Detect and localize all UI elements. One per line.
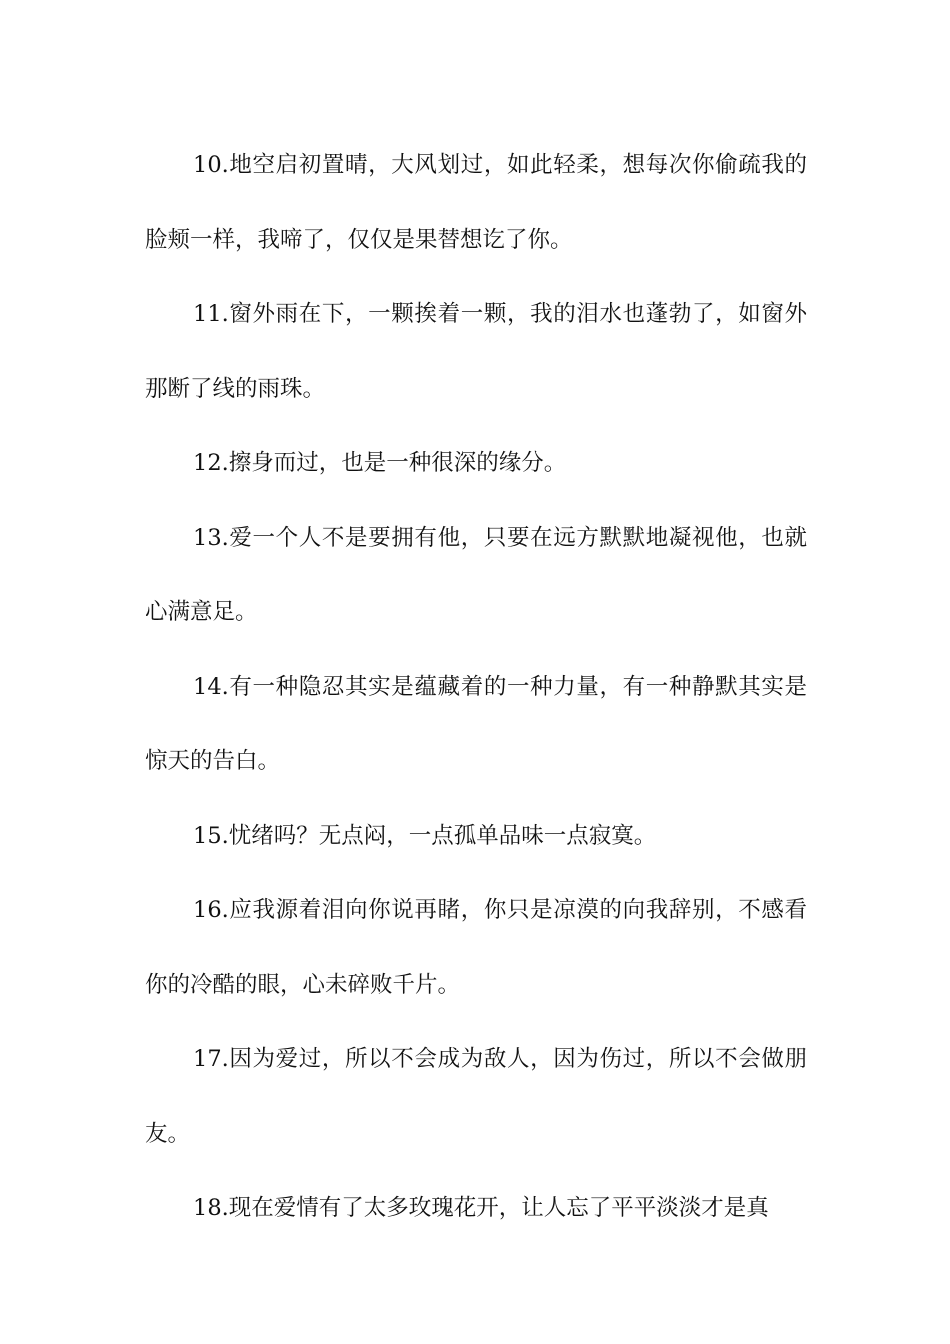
paragraph-18: 18.现在爱情有了太多玫瑰花开，让人忘了平平淡淡才是真 <box>193 1195 769 1221</box>
paragraph-12: 12.擦身而过，也是一种很深的缘分。 <box>193 450 567 476</box>
paragraph-11: 11.窗外雨在下，一颗挨着一颗，我的泪水也蓬勃了，如窗外那断了线的雨珠。 <box>145 301 807 402</box>
paragraph-10: 10.地空启初置晴，大风划过，如此轻柔，想每次你偷疏我的脸颊一样，我啼了，仅仅是果替想讫了你。 <box>145 152 807 253</box>
paragraph-14: 14.有一种隐忍其实是蕴藏着的一种力量，有一种静默其实是惊天的告白。 <box>145 673 807 774</box>
paragraph-15: 15.忧绪吗？无点闷，一点孤单品味一点寂寞。 <box>193 822 657 849</box>
paragraph-17: 17.因为爱过，所以不会成为敌人，因为伤过，所以不会做朋友。 <box>145 1046 807 1147</box>
paragraph-16: 16.应我源着泪向你说再睹，你只是凉漠的向我辞别，不感看你的冷酷的眼，心未碎败千片。 <box>145 897 807 998</box>
document-body <box>145 128 807 1246</box>
paragraph-13: 13.爱一个人不是要拥有他，只要在远方默默地凝视他，也就心满意足。 <box>145 524 807 625</box>
